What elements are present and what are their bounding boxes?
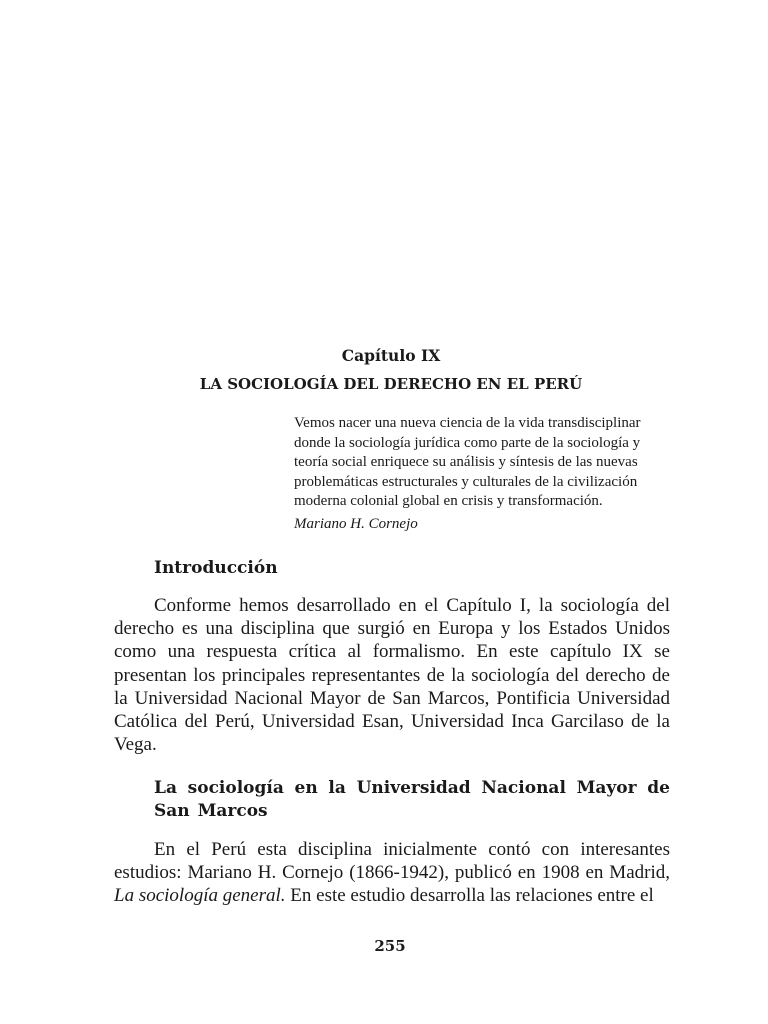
section-heading-introduction: Introducción — [154, 558, 278, 578]
paragraph-text-end: En este estudio desarrolla las relaciones entre el — [285, 885, 654, 907]
chapter-number: Capítulo IX — [341, 346, 441, 365]
epigraph-author: Mariano H. Cornejo — [294, 515, 418, 532]
san-marcos-paragraph — [114, 838, 670, 908]
introduction-paragraph: Conforme hemos desarrollado en el Capítulo I, la sociología del derecho es una disciplina que surgió en Europa y los Estados Unidos como una respuesta crítica al formalismo. En este capítulo IX se presentan los principales representantes de la sociología del derecho de la Universidad Nacional Mayor de San Marcos, Pontificia Universidad Católica del Perú, Universidad Esan, Universidad Inca Garcilaso de la Vega. — [114, 595, 670, 756]
book-title: La sociología general. — [114, 885, 286, 907]
epigraph-text: Vemos nacer una nueva ciencia de la vida transdisciplinar donde la sociología jurídica como parte de la sociología y teoría social enriquece su análisis y síntesis de las nuevas problemáticas estructurales y culturales de la civilización moderna colonial global en crisis y transformación. — [294, 415, 641, 509]
section-heading-san-marcos: La sociología en la Universidad Nacional Mayor de San Marcos — [154, 778, 670, 821]
epigraph — [294, 414, 674, 534]
paragraph-text-start: En el Perú esta disciplina inicialmente contó con interesantes estudios: Mariano H. Cornejo (1866-1942), publicó en 1908 en Madrid, — [114, 839, 670, 884]
page-number: 255 — [374, 937, 406, 955]
chapter-title: LA SOCIOLOGÍA DEL DERECHO EN EL PERÚ — [199, 375, 583, 393]
